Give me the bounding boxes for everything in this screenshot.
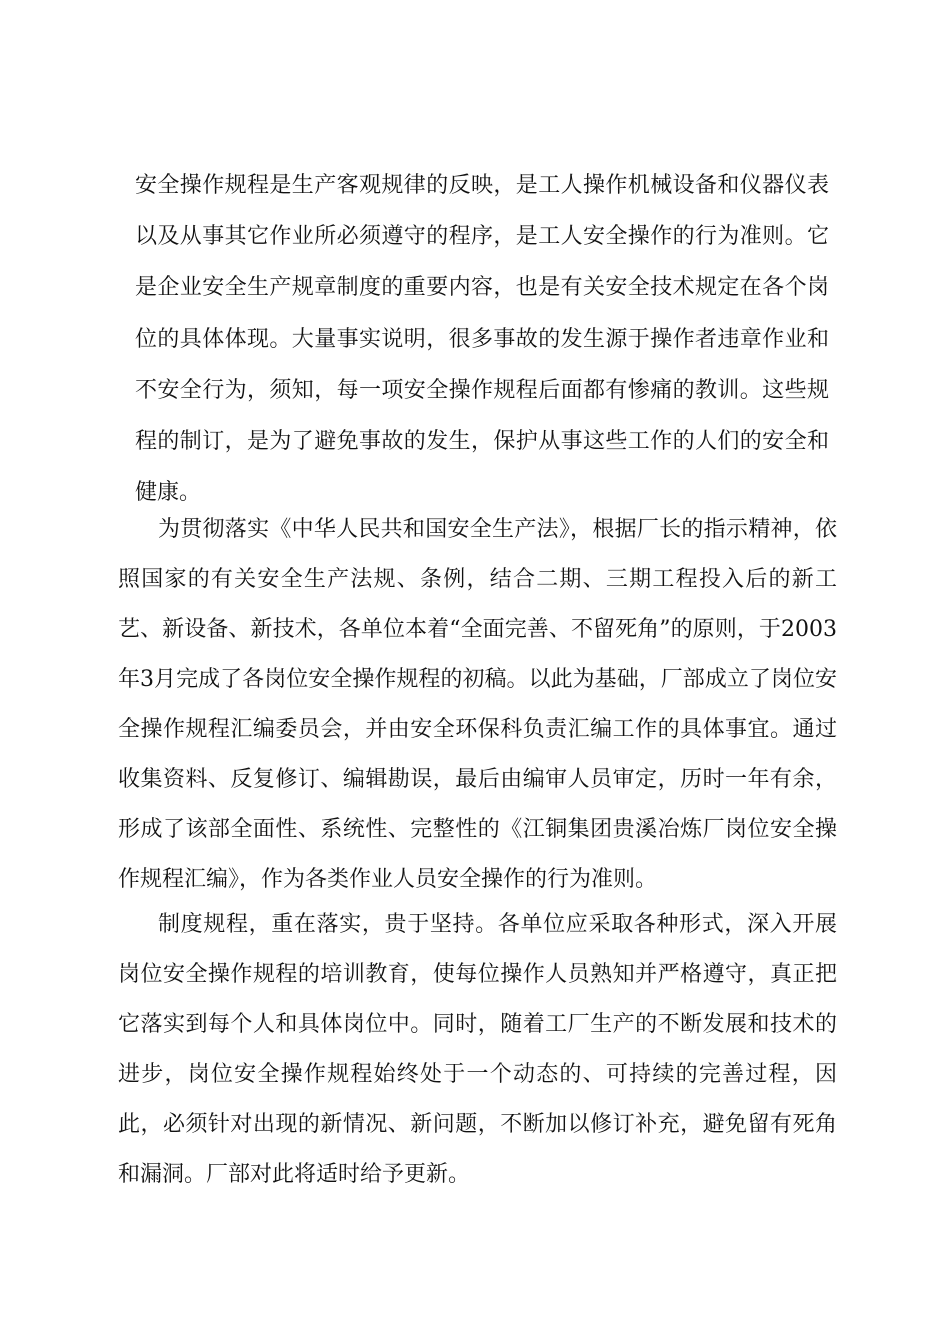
paragraph-purpose: 安全操作规程是生产客观规律的反映，是工人操作机械设备和仪器仪表以及从事其它作业所必须遵守的程序，是工人安全操作的行为准则。它是企业安全生产规章制度的重要内容，也是有关安全技术规定在各个岗位的具体体现。大量事实说明，很多事故的发生源于操作者违章作业和不安全行为，须知，每一项安全操作规程后面都有惨痛的教训。这些规程的制订，是为了避免事故的发生，保护从事这些工作的人们的安全和健康。 xyxy=(135,173,829,506)
paragraph-implementation: 制度规程，重在落实，贵于坚持。各单位应采取各种形式，深入开展岗位安全操作规程的培训教育，使每位操作人员熟知并严格遵守，真正把它落实到每个人和具体岗位中。同时，随着工厂生产的不断发展和技术的进步，岗位安全操作规程始终处于一个动态的、可持续的完善过程，因此，必须针对出现的新情况、新问题，不断加以修订补充，避免留有死角和漏洞。厂部对此将适时给予更新。 xyxy=(118,912,837,1187)
paragraph-compilation-history: 为贯彻落实《中华人民共和国安全生产法》，根据厂长的指示精神，依照国家的有关安全生产法规、条例，结合二期、三期工程投入后的新工艺、新设备、新技术，各单位本着“全面完善、不留死角”的原则，于2003年3月完成了各岗位安全操作规程的初稿。以此为基础，厂部成立了岗位安全操作规程汇编委员会，并由安全环保科负责汇编工作的具体事宜。通过收集资料、反复修订、编辑勘误，最后由编审人员审定，历时一年有余，形成了该部全面性、系统性、完整性的《江铜集团贵溪冶炼厂岗位安全操作规程汇编》，作为各类作业人员安全操作的行为准则。 xyxy=(118,517,837,892)
